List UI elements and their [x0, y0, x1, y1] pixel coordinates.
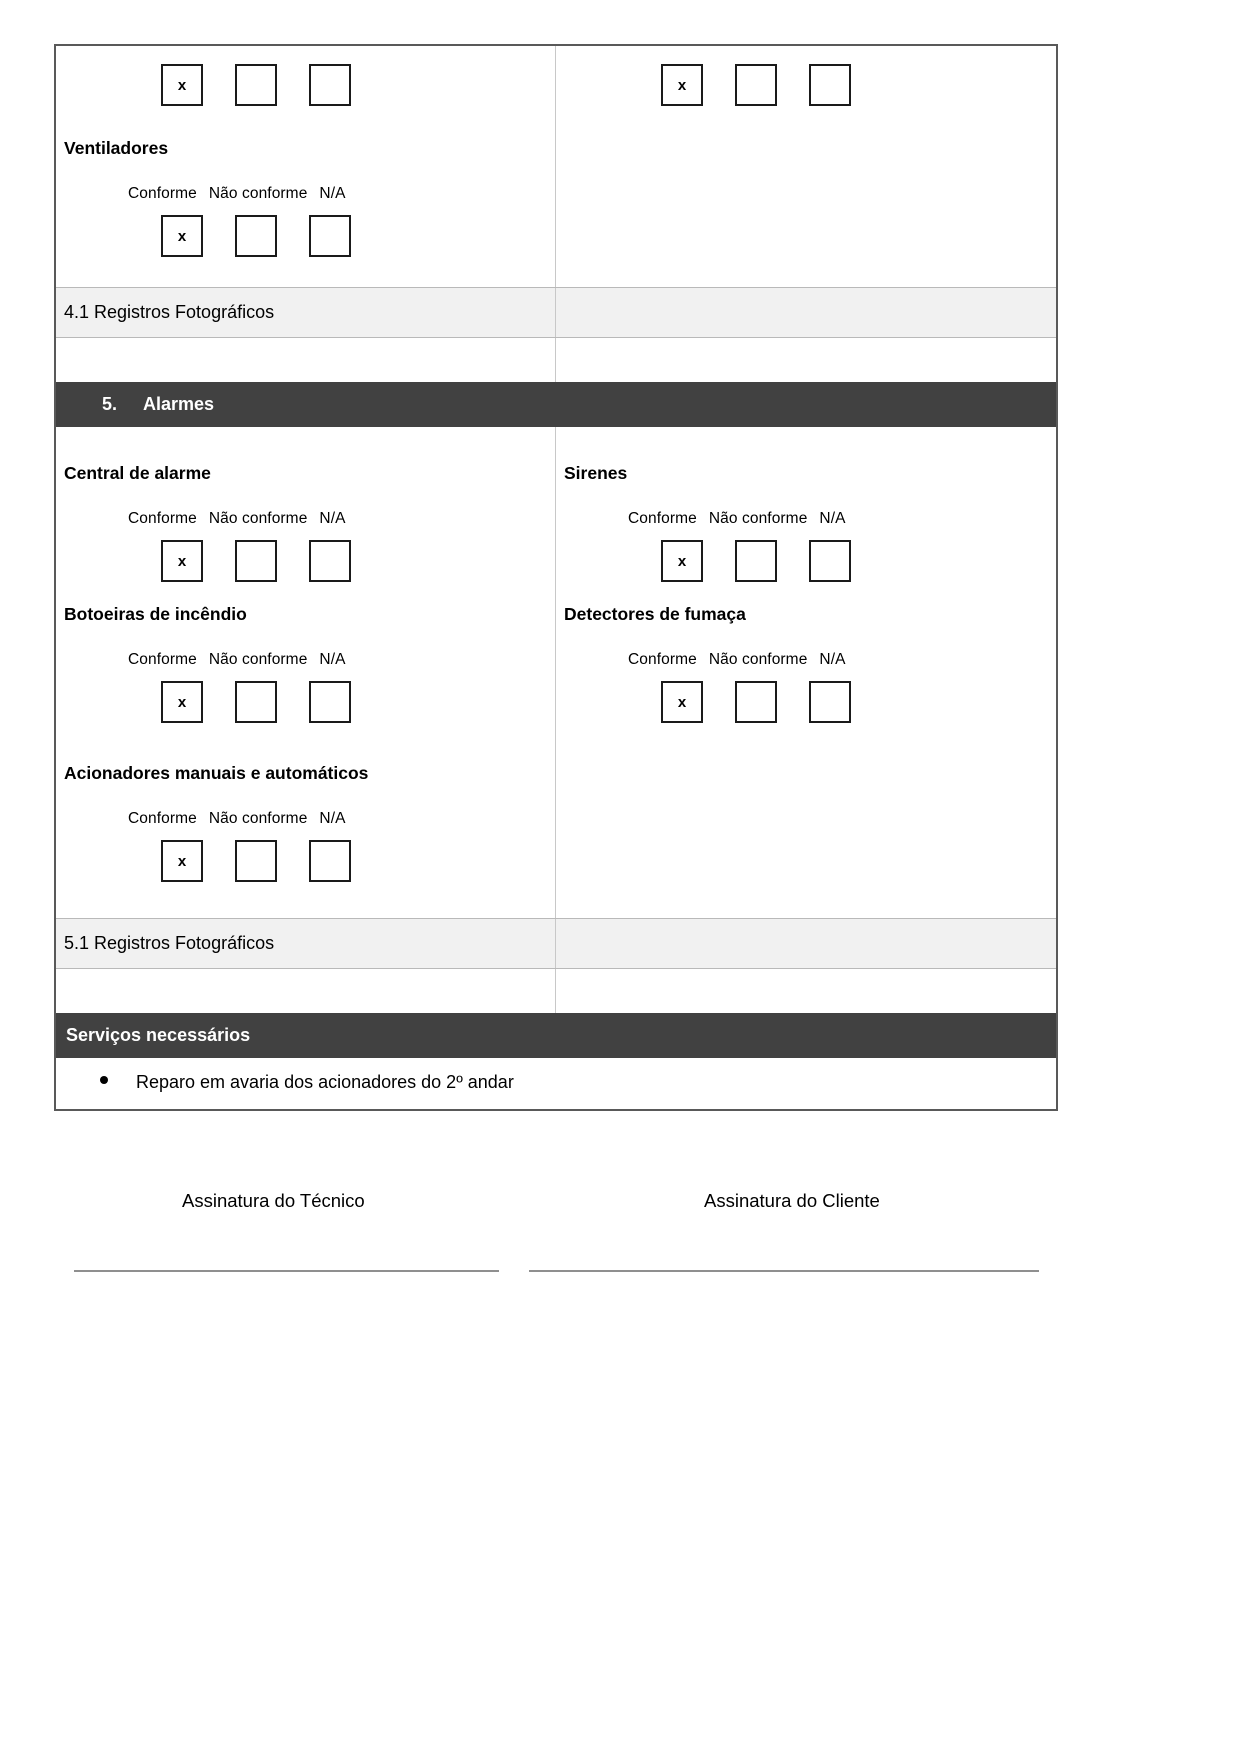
- legend-nao-conforme: Não conforme: [208, 651, 308, 668]
- checkbox-group-orphan-right: [661, 64, 1056, 106]
- item-title: Detectores de fumaça: [564, 604, 746, 624]
- checklist-item-ventiladores: [56, 106, 555, 257]
- services-header-label: Serviços necessários: [66, 1025, 251, 1045]
- services-list: [56, 1058, 1056, 1109]
- item-title: Acionadores manuais e automáticos: [64, 763, 369, 783]
- checkbox-nao-conforme[interactable]: [235, 681, 277, 723]
- checkbox-conforme[interactable]: x: [661, 540, 703, 582]
- checkbox-nao-conforme[interactable]: [235, 840, 277, 882]
- checkbox-na[interactable]: [809, 540, 851, 582]
- item-title: Central de alarme: [64, 463, 211, 483]
- spacer: [56, 882, 555, 918]
- legend-conforme: Conforme: [128, 651, 197, 668]
- subsection-band-label-cell: [56, 288, 556, 337]
- legend-nao-conforme: Não conforme: [208, 185, 308, 202]
- legend-na: N/A: [819, 651, 846, 668]
- legend-conforme: Conforme: [628, 510, 697, 527]
- continued-section-row: [56, 46, 1056, 287]
- checkbox-group-central-de-alarme: [161, 540, 555, 582]
- checkbox-nao-conforme[interactable]: [235, 64, 277, 106]
- subsection-band-spacer-cell: [556, 919, 1056, 968]
- continued-left-column: [56, 46, 556, 287]
- checkbox-na[interactable]: [309, 681, 351, 723]
- client-signature-label: Assinatura do Cliente: [704, 1190, 880, 1211]
- checkbox-nao-conforme[interactable]: [735, 64, 777, 106]
- signature-lines: [54, 1270, 1058, 1274]
- legend-na: N/A: [319, 810, 346, 827]
- checkbox-conforme[interactable]: x: [161, 681, 203, 723]
- checkbox-legend: [628, 651, 1056, 669]
- section-5-right-column: [556, 427, 1056, 918]
- item-title: Ventiladores: [64, 138, 169, 158]
- section-title: Alarmes: [143, 394, 215, 414]
- list-item: [56, 1072, 1056, 1093]
- inspection-checklist-table: [54, 44, 1058, 1111]
- services-header: [56, 1013, 1056, 1058]
- legend-conforme: Conforme: [128, 510, 197, 527]
- checkbox-legend: [128, 810, 555, 828]
- checkbox-legend: [128, 185, 555, 203]
- checkbox-group-detectores-de-fumaca: [661, 681, 1056, 723]
- legend-na: N/A: [819, 510, 846, 527]
- subsection-label: 5.1 Registros Fotográficos: [64, 933, 275, 953]
- checklist-item-sirenes: [556, 427, 1056, 582]
- client-signature-line[interactable]: [529, 1270, 1039, 1272]
- subsection-band-spacer-cell: [556, 288, 1056, 337]
- checkbox-group-ventiladores: [161, 215, 555, 257]
- legend-conforme: Conforme: [128, 185, 197, 202]
- checkbox-na[interactable]: [809, 64, 851, 106]
- services-list-row: [56, 1058, 1056, 1109]
- checkbox-group-orphan-left: [161, 64, 555, 106]
- signature-labels: [54, 1190, 1058, 1220]
- checkbox-nao-conforme[interactable]: [735, 540, 777, 582]
- legend-conforme: Conforme: [128, 810, 197, 827]
- checkbox-legend: [128, 651, 555, 669]
- checklist-item-botoeiras-de-incendio: [56, 582, 555, 723]
- checkbox-nao-conforme[interactable]: [235, 540, 277, 582]
- photo-area-5-1: [56, 969, 1056, 1013]
- legend-conforme: Conforme: [628, 651, 697, 668]
- technician-signature-line[interactable]: [74, 1270, 499, 1272]
- checkbox-group-sirenes: [661, 540, 1056, 582]
- item-title: Sirenes: [564, 463, 628, 483]
- legend-nao-conforme: Não conforme: [208, 810, 308, 827]
- legend-na: N/A: [319, 651, 346, 668]
- section-header-label: [56, 382, 1056, 427]
- service-item-text: Reparo em avaria dos acionadores do 2º andar: [136, 1072, 514, 1092]
- checkbox-conforme[interactable]: x: [661, 681, 703, 723]
- photo-cell-right[interactable]: [556, 338, 1056, 382]
- checkbox-group-botoeiras-de-incendio: [161, 681, 555, 723]
- checkbox-legend: [128, 510, 555, 528]
- checkbox-conforme[interactable]: x: [161, 215, 203, 257]
- subsection-band-label-cell: [56, 919, 556, 968]
- section-5-left-column: [56, 427, 556, 918]
- checkbox-conforme[interactable]: x: [161, 64, 203, 106]
- photo-cell-left[interactable]: [56, 338, 556, 382]
- checkbox-group-acionadores: [161, 840, 555, 882]
- orphan-checkbox-block-right: [556, 46, 1056, 106]
- photo-area-4-1: [56, 338, 1056, 382]
- item-title: Botoeiras de incêndio: [64, 604, 247, 624]
- subsection-band-5-1: [56, 918, 1056, 969]
- checkbox-na[interactable]: [309, 840, 351, 882]
- section-header-5: [56, 382, 1056, 427]
- legend-nao-conforme: Não conforme: [708, 510, 808, 527]
- checkbox-conforme[interactable]: x: [161, 540, 203, 582]
- legend-nao-conforme: Não conforme: [708, 651, 808, 668]
- checkbox-na[interactable]: [309, 215, 351, 257]
- spacer: [56, 257, 555, 287]
- subsection-label: 4.1 Registros Fotográficos: [64, 302, 275, 322]
- section-5-body: [56, 427, 1056, 918]
- checklist-item-acionadores-manuais-e-automaticos: [56, 723, 555, 882]
- legend-na: N/A: [319, 185, 346, 202]
- checkbox-conforme[interactable]: x: [161, 840, 203, 882]
- section-number: 5.: [102, 394, 118, 414]
- checkbox-na[interactable]: [309, 64, 351, 106]
- checkbox-na[interactable]: [309, 540, 351, 582]
- checkbox-nao-conforme[interactable]: [235, 215, 277, 257]
- checklist-item-central-de-alarme: [56, 427, 555, 582]
- checkbox-conforme[interactable]: x: [661, 64, 703, 106]
- continued-right-column: [556, 46, 1056, 287]
- photo-cell-right[interactable]: [556, 969, 1056, 1013]
- technician-signature-label: Assinatura do Técnico: [182, 1190, 365, 1211]
- checklist-item-detectores-de-fumaca: [556, 582, 1056, 723]
- legend-na: N/A: [319, 510, 346, 527]
- subsection-band-4-1: [56, 287, 1056, 338]
- orphan-checkbox-block-left: [56, 46, 555, 106]
- legend-nao-conforme: Não conforme: [208, 510, 308, 527]
- bullet-dot-icon: [100, 1076, 108, 1084]
- photo-cell-left[interactable]: [56, 969, 556, 1013]
- checkbox-legend: [628, 510, 1056, 528]
- checkbox-na[interactable]: [809, 681, 851, 723]
- checkbox-nao-conforme[interactable]: [735, 681, 777, 723]
- signature-area: [54, 1190, 1058, 1274]
